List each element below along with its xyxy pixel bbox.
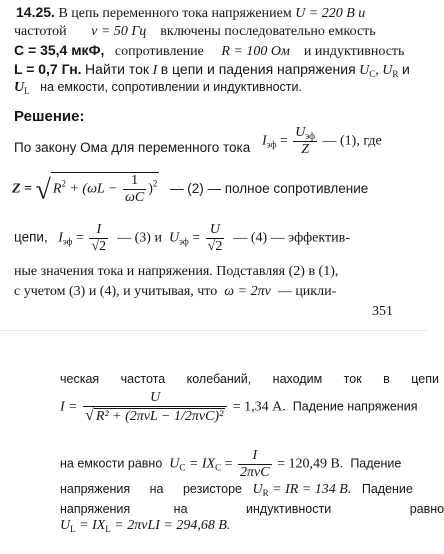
uc-mid-sub: C [215,462,222,473]
frequency-value: ν = 50 Гц [91,24,147,39]
current-symbol: I [152,63,158,78]
inductance-value: L = 0,7 Гн. [14,61,82,77]
ur-rest: = IR = 134 В. [272,482,352,497]
impedance-tail: — (2) — полное сопротивление [170,181,369,196]
i-fraction [83,390,227,425]
uc-subscript: C [369,69,376,79]
z-fraction [123,173,146,206]
z-r: R [52,181,62,197]
problem-text-4b: в цепи и падения напряжения [160,61,356,77]
z-lhs: Z = [12,181,33,197]
drop2-text: Падение [350,456,402,471]
ind-text-a: напряжения [60,502,131,516]
uc-result: = 120,49 В. [277,456,344,472]
ohm-law-text: По закону Ома для переменного тока [14,140,251,155]
problem-line-1 [16,4,365,22]
ieff-sub: эф [62,236,73,247]
ieff-den: √2 [91,239,107,254]
uc: U [169,456,180,472]
ul-rest: = 2πνLI = 294,68 В. [114,518,231,533]
i-num: U [83,390,227,407]
ieff-fraction [89,222,108,255]
problem-text-3a: сопротивление [114,44,204,59]
capacitor-line [60,448,401,481]
ohm-num-sub: эф [305,131,316,141]
drop-text: Падение напряжения [292,399,418,414]
ueff: U [168,230,180,246]
problem-line-3 [14,42,404,60]
circuit-word: цепи, [14,229,48,245]
problem-text-4a: Найти ток [85,61,150,77]
ueff-fraction [206,222,225,255]
ieff-num: I [89,222,108,239]
drop3-text: Падение [361,482,413,496]
problem-text-3b: и индуктивность [303,44,405,59]
voltage-value: U = 220 В и [295,6,366,21]
ohm-law-formula: $I_{эф}$ = $\frac{U_{эф}}{Z}$ — (1), где [262,125,382,157]
problem-number: 14.25. [16,4,55,20]
z-frac-num: 1 [123,173,146,190]
ohm-fraction [293,125,317,158]
uc-mid: = IX [188,456,216,472]
ohm-tail: — (1), где [322,133,382,149]
current-formula [60,390,417,425]
cyclic-text: — цикли- [277,284,337,299]
i-den-wrap: √ R² + (2πνL − 1/2πνC)² [85,407,224,424]
resistor-line [60,482,413,498]
line-values: ные значения тока и напряжения. Подставляя (2) в (1), [14,264,339,279]
problem-text-2b: включены последовательно емкость [160,24,376,39]
uc-den: 2πνC [240,465,270,480]
effective-values-line: цепи, $I_{эф}$ = $\frac{I}{√2}$ — (3) и $U_{эф}$ = $\frac{U}{√2}$ — (4) — эффектив- [14,222,350,254]
ul: U [60,518,71,533]
ieff: I [58,230,63,246]
considering-text: с учетом (3) и (4), и учитывая, что [14,284,218,299]
cap-text: на емкости равно [60,456,163,471]
inductor-formula [60,518,230,534]
z-exp: 2 [152,178,158,189]
ul-subscript: L [24,86,30,96]
ul-sub: L [70,524,76,534]
z-radical: $R^2 + (\omega L$ − $\frac{1}{\omega C}$ )$^2$ [52,173,158,205]
ohm-den: Z [301,142,310,157]
ul-symbol: U [14,80,25,95]
impedance-formula: Z = √ $R^2 + (\omega L$ − $\frac{1}{\omega C}$ )$^2$ [12,173,158,206]
eq3-text: — (3) и [117,230,162,246]
capacitance-value: C = 35,4 мкФ, [14,42,105,58]
ueff-den: √2 [207,239,223,254]
ul-mid: = IX [79,518,106,533]
problem-text-5: на емкости, сопротивлении и индуктивности. [40,80,302,94]
ohm-lhs-sub: эф [266,139,277,150]
ur-subscript: R [392,69,399,79]
ind-text-d: равно [409,502,444,516]
problem-line-5 [14,80,302,96]
ohm-lhs: I [262,133,267,149]
eq4-text: — (4) — эффектив- [233,230,350,246]
ind-text-b: на [173,502,188,516]
problem-line-2 [14,24,376,40]
i-result: = 1,34 А. [232,399,286,415]
ur-symbol: U [382,63,393,78]
solution-heading: Решение: [14,108,85,125]
uc-symbol: U [359,63,370,78]
z-omega-l: + (ωL − [69,181,118,197]
uc-num: I [238,448,272,465]
uc-eq: = [224,456,233,472]
problem-and: и [401,61,410,77]
ul-mid-sub: L [105,524,111,534]
ueff-num: U [206,222,225,239]
uc-sub: C [179,462,186,473]
z-close: ) [148,181,153,197]
res-text: напряжения на резисторе [60,482,243,496]
ohm-num: U [295,125,306,140]
inductor-text-line [60,502,444,516]
problem-line-4: L = 0,7 Гн. Найти ток I в цепи и падения напряжения $U_C$, $U_R$ и [14,61,410,79]
resistance-value: R = 100 Ом [221,44,290,59]
omega-formula: ω = 2πν [224,284,271,299]
line-considering [14,284,336,300]
i-den: R² + (2πνL − 1/2πνC)² [95,409,224,424]
ueff-sub: эф [179,236,189,247]
line-frequency: ческая частота колебаний, находим ток в цепи [60,372,439,386]
uc-fraction [238,448,272,481]
ind-text-c: индуктивности [246,502,332,516]
problem-text-2a: частотой [14,24,67,39]
ur: U [252,482,263,497]
i-lhs: I = [60,399,78,415]
problem-text-1: В цепь переменного тока напряжением [58,6,292,21]
page-divider [0,330,427,331]
page-number: 351 [372,304,393,319]
z-frac-den: ωC [124,190,145,205]
ur-sub: R [262,488,269,498]
